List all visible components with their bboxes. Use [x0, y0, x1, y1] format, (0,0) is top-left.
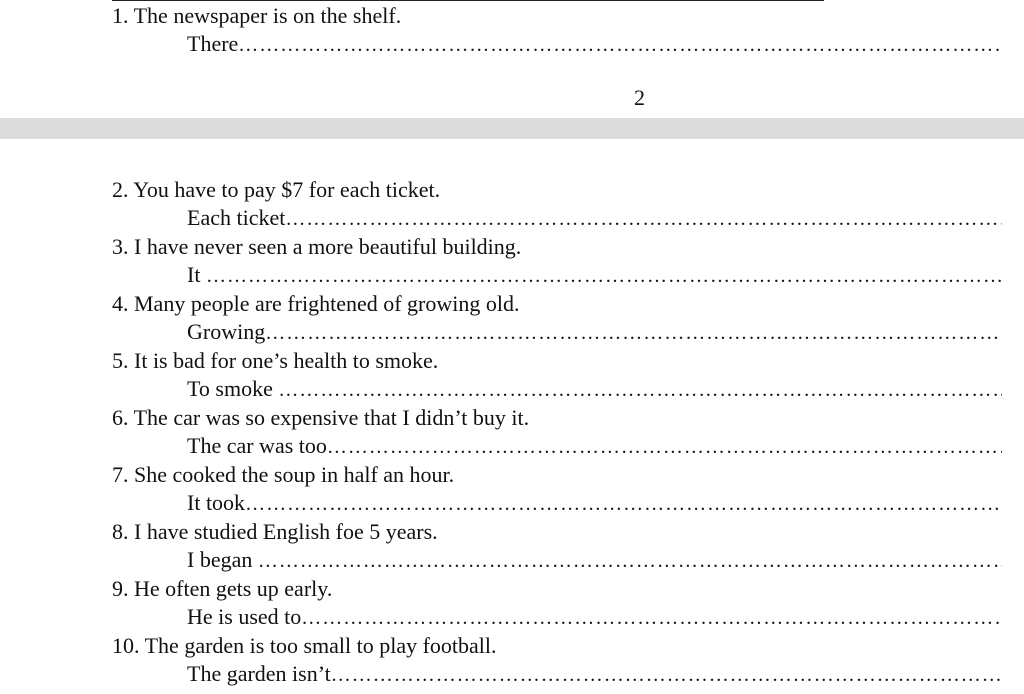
page-break-divider — [0, 118, 1024, 139]
exercise-item-5 — [112, 348, 1002, 405]
exercise-number: 9. — [112, 576, 129, 601]
answer-prompt: It — [187, 262, 206, 287]
exercise-question — [112, 3, 401, 29]
exercise-number: 7. — [112, 462, 129, 487]
answer-line[interactable] — [187, 604, 1002, 631]
exercise-number: 2. — [112, 177, 129, 202]
exercise-sentence: Many people are frightened of growing old. — [134, 291, 520, 316]
exercise-sentence: The newspaper is on the shelf. — [133, 3, 402, 28]
exercise-sentence: The garden is too small to play football. — [144, 633, 497, 658]
exercise-item-9 — [112, 576, 1002, 633]
answer-prompt: He is used to — [187, 604, 302, 629]
exercise-item-4 — [112, 291, 1002, 348]
exercise-number: 3. — [112, 234, 129, 259]
exercise-number: 4. — [112, 291, 129, 316]
exercise-item-2 — [112, 177, 1002, 234]
answer-line[interactable] — [187, 376, 1002, 403]
exercise-question — [112, 519, 438, 545]
answer-prompt: The garden isn’t — [187, 661, 331, 686]
answer-line[interactable] — [187, 31, 1002, 58]
exercise-sentence: I have studied English foe 5 years. — [134, 519, 438, 544]
exercise-sentence: You have to pay $7 for each ticket. — [133, 177, 441, 202]
answer-prompt: The car was too — [187, 433, 327, 458]
answer-dots — [327, 434, 1002, 460]
answer-dots — [285, 206, 1002, 232]
answer-line[interactable] — [187, 205, 1002, 232]
answer-dots — [301, 605, 1002, 631]
exercise-number: 10. — [112, 633, 140, 658]
page-number: 2 — [634, 85, 645, 110]
answer-dots — [265, 320, 1002, 346]
answer-line[interactable] — [187, 262, 1002, 289]
answer-dots — [258, 548, 1002, 574]
exercise-sentence: The car was so expensive that I didn’t buy it. — [133, 405, 530, 430]
exercise-question — [112, 633, 497, 659]
exercise-number: 8. — [112, 519, 129, 544]
exercise-item-6 — [112, 405, 1002, 462]
answer-line[interactable] — [187, 490, 1002, 517]
exercise-question — [112, 405, 529, 431]
answer-line[interactable] — [187, 661, 1002, 688]
answer-line[interactable] — [187, 433, 1002, 460]
answer-prompt: It took — [187, 490, 246, 515]
answer-prompt: I began — [187, 547, 258, 572]
exercise-question — [112, 348, 438, 374]
exercise-question — [112, 177, 440, 203]
exercise-question — [112, 576, 332, 602]
exercise-question — [112, 234, 521, 260]
exercise-item-3 — [112, 234, 1002, 291]
exercise-item-7 — [112, 462, 1002, 519]
exercise-sentence: It is bad for one’s health to smoke. — [134, 348, 439, 373]
answer-prompt: Each ticket — [187, 205, 286, 230]
answer-prompt: There — [187, 31, 239, 56]
answer-dots — [206, 263, 1002, 289]
answer-dots — [331, 662, 1002, 688]
exercise-number: 1. — [112, 3, 129, 28]
exercise-question — [112, 291, 520, 317]
answer-dots — [238, 32, 1002, 58]
answer-line[interactable] — [187, 547, 1002, 574]
exercise-question — [112, 462, 454, 488]
exercise-number: 6. — [112, 405, 129, 430]
answer-dots — [278, 377, 1002, 403]
top-rule — [112, 0, 824, 1]
exercise-sentence: I have never seen a more beautiful building. — [134, 234, 522, 259]
exercise-item-1 — [112, 3, 1002, 60]
exercise-item-8 — [112, 519, 1002, 576]
exercise-sentence: She cooked the soup in half an hour. — [134, 462, 455, 487]
answer-dots — [245, 491, 1002, 517]
answer-prompt: To smoke — [187, 376, 279, 401]
exercise-number: 5. — [112, 348, 129, 373]
exercise-item-10 — [112, 633, 1002, 690]
exercise-sentence: He often gets up early. — [134, 576, 333, 601]
answer-line[interactable] — [187, 319, 1002, 346]
answer-prompt: Growing — [187, 319, 266, 344]
